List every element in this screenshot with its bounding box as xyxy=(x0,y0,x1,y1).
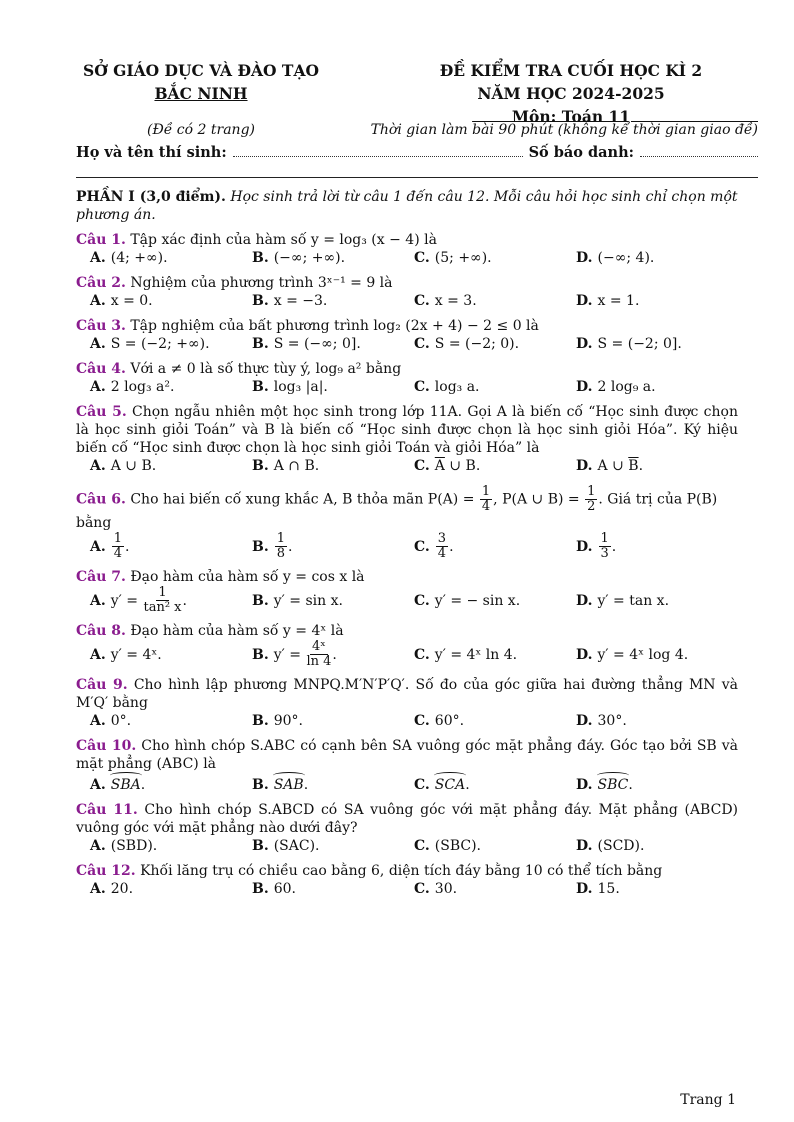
option-b[interactable]: B. S = (−∞; 0]. xyxy=(252,336,361,352)
time-note-prefix: Thời gian làm xyxy=(370,122,473,138)
option-c[interactable]: C. S = (−2; 0). xyxy=(414,336,520,352)
question-text: Khối lăng trụ có chiều cao bằng 6, diện tích đáy bằng 10 có thể tích bằng xyxy=(140,863,663,879)
part-1-heading xyxy=(76,188,738,224)
question-text: Nghiệm của phương trình 3ˣ⁻¹ = 9 là xyxy=(130,275,393,291)
question-text: Cho hình chóp S.ABC có cạnh bên SA vuông góc mặt phẳng đáy. Góc tạo bởi SB và mặt phẳng (ABC) là xyxy=(76,738,738,772)
option-c[interactable]: C. (SBC). xyxy=(414,838,482,854)
option-c[interactable]: C. 60°. xyxy=(414,713,465,729)
option-a[interactable]: A. $\frac{1}{4}$ . xyxy=(90,531,130,561)
question-label: Câu 5. xyxy=(76,404,127,420)
question-3 xyxy=(76,317,738,353)
time-note-duration: bài 90 phút (không kể thời gian giao đề) xyxy=(472,122,758,138)
question-text: Đạo hàm của hàm số y = 4ˣ là xyxy=(130,623,344,639)
question-7 xyxy=(76,568,738,615)
exam-title: ĐỀ KIỂM TRA CUỐI HỌC KÌ 2 xyxy=(439,61,703,80)
header-left xyxy=(60,59,342,105)
subject: Môn: Toán 11 xyxy=(511,107,631,126)
question-4 xyxy=(76,360,738,396)
question-label: Câu 8. xyxy=(76,623,126,639)
option-c[interactable]: C. SCA . xyxy=(414,777,470,793)
question-8 xyxy=(76,622,738,669)
question-1 xyxy=(76,231,738,267)
question-12 xyxy=(76,862,738,898)
question-text: Đạo hàm của hàm số y = cos x là xyxy=(130,569,365,585)
option-a[interactable]: A. 2 log₃ a². xyxy=(90,379,175,395)
option-c[interactable]: C. log₃ a. xyxy=(414,379,480,395)
province-name: BẮC NINH xyxy=(154,84,248,103)
option-b[interactable]: B. $\frac{1}{8}$ . xyxy=(252,531,293,561)
question-label: Câu 1. xyxy=(76,232,126,248)
question-label: Câu 2. xyxy=(76,275,126,291)
option-b[interactable]: B. log₃ |a|. xyxy=(252,379,328,395)
option-b[interactable]: B. 90°. xyxy=(252,713,303,729)
option-a[interactable]: A. y′ = 4ˣ. xyxy=(90,646,162,663)
option-d[interactable]: D. 15. xyxy=(576,881,620,897)
question-6: Câu 6. Cho hai biến cố xung khắc A, B thỏa mãn P(A) = $\frac{1}{4}$ , P(A ∪ B) = $\frac{1}{2}$ . Giá trị của P(B) bằng A. $\frac{1}{4}$ . B. $\frac{1}{8}$ . C. $\frac{3}{4}$ . D. $\frac{1}{3}$ . xyxy=(76,485,738,561)
page-number: Trang 1 xyxy=(680,1092,736,1108)
option-d[interactable]: D. (SCD). xyxy=(576,838,645,854)
option-d-text: A ∪ $\overline{B}$. xyxy=(597,458,644,474)
question-11 xyxy=(76,801,738,855)
option-d[interactable]: D. y′ = 4ˣ log 4. xyxy=(576,646,689,663)
question-text: Chọn ngẫu nhiên một học sinh trong lớp 11A. Gọi A là biến cố “Học sinh được chọn là học sinh giỏi Toán” và B là biến cố “Học sinh được chọn là học sinh giỏi Hóa”. Ký hiệu biến cố “Học sinh được chọn là học sinh giỏi Toán và giỏi Hóa” là xyxy=(76,404,738,456)
option-a[interactable]: A. (4; +∞). xyxy=(90,250,168,266)
header-right xyxy=(398,59,744,128)
option-b[interactable]: B. 60. xyxy=(252,881,296,897)
option-a[interactable]: A. x = 0. xyxy=(90,293,153,309)
option-a[interactable]: A. SBA . xyxy=(90,777,146,793)
question-5 xyxy=(76,403,738,475)
question-text: Với a ≠ 0 là số thực tùy ý, log₉ a² bằng xyxy=(130,361,402,377)
question-text: Tập nghiệm của bất phương trình log₂ (2x + 4) − 2 ≤ 0 là xyxy=(130,318,539,334)
option-b[interactable]: B. y′ = sin x. xyxy=(252,592,343,609)
option-a[interactable]: A. A ∪ B. xyxy=(90,458,157,474)
question-text: Tập xác định của hàm số y = log₃ (x − 4) là xyxy=(130,232,437,248)
candidate-number-label: Số báo danh: xyxy=(528,144,634,161)
option-b[interactable]: B. y′ = $\frac{\text{4ˣ}}{\ln 4}$ . xyxy=(252,639,337,669)
question-label: Câu 9. xyxy=(76,677,128,693)
option-c[interactable]: C. y′ = − sin x. xyxy=(414,592,521,609)
student-name-label: Họ và tên thí sinh: xyxy=(76,144,227,161)
option-d[interactable]: D. A ∪ $\overline{B}$. xyxy=(576,458,644,474)
option-c[interactable]: C. y′ = 4ˣ ln 4. xyxy=(414,646,518,663)
candidate-number-field[interactable] xyxy=(640,144,758,157)
student-info-line xyxy=(76,144,758,161)
school-year: NĂM HỌC 2024-2025 xyxy=(477,84,665,103)
option-a[interactable]: A. (SBD). xyxy=(90,838,158,854)
option-a[interactable]: A. 0°. xyxy=(90,713,132,729)
option-c[interactable]: C. (5; +∞). xyxy=(414,250,492,266)
option-d[interactable]: D. x = 1. xyxy=(576,293,640,309)
option-a[interactable]: A. y′ = $\frac{1}{\text{tan² x}}$ . xyxy=(90,585,187,615)
option-d[interactable]: D. SBC . xyxy=(576,777,633,793)
option-c[interactable]: C. $\frac{3}{4}$ . xyxy=(414,531,454,561)
header-divider xyxy=(76,177,758,178)
option-d[interactable]: D. y′ = tan x. xyxy=(576,592,670,609)
option-a[interactable]: A. 20. xyxy=(90,881,134,897)
option-b[interactable]: B. (SAC). xyxy=(252,838,320,854)
fraction: $\frac{1}{4}$ xyxy=(481,484,491,514)
option-b[interactable]: B. (−∞; +∞). xyxy=(252,250,346,266)
question-label: Câu 10. xyxy=(76,738,137,754)
option-d[interactable]: D. 30°. xyxy=(576,713,627,729)
student-name-field[interactable] xyxy=(233,144,523,157)
fraction: $\frac{1}{2}$ xyxy=(587,484,596,514)
question-10 xyxy=(76,737,738,794)
time-note xyxy=(371,122,758,138)
option-c[interactable]: C. $\overline{A}$ ∪ B. xyxy=(414,458,481,474)
option-d[interactable]: D. (−∞; 4). xyxy=(576,250,655,266)
question-text: Cho hình chóp S.ABCD có SA vuông góc với mặt phẳng đáy. Mặt phẳng (ABCD) vuông góc với mặt phẳng nào dưới đây? xyxy=(76,802,738,836)
exam-content xyxy=(76,188,738,898)
option-b[interactable]: B. SAB . xyxy=(252,777,309,793)
question-label: Câu 6. xyxy=(76,491,126,508)
question-2 xyxy=(76,274,738,310)
option-b[interactable]: B. A ∩ B. xyxy=(252,458,320,474)
question-text: Cho hình lập phương MNPQ.M′N′P′Q′. Số đo của góc giữa hai đường thẳng MN và M′Q′ bằng xyxy=(76,677,738,711)
option-c[interactable]: C. x = 3. xyxy=(414,293,477,309)
question-label: Câu 12. xyxy=(76,863,136,879)
question-label: Câu 3. xyxy=(76,318,126,334)
option-d[interactable]: D. 2 log₉ a. xyxy=(576,379,656,395)
option-c-text: $\overline{A}$ ∪ B. xyxy=(434,458,481,474)
part-1-title: PHẦN I (3,0 điểm). xyxy=(76,189,226,205)
option-a[interactable]: A. S = (−2; +∞). xyxy=(90,336,210,352)
question-9 xyxy=(76,676,738,730)
option-c[interactable]: C. 30. xyxy=(414,881,458,897)
option-d[interactable]: D. $\frac{1}{3}$ . xyxy=(576,531,617,561)
question-label: Câu 4. xyxy=(76,361,126,377)
pages-note: (Đề có 2 trang) xyxy=(146,122,255,138)
question-label: Câu 11. xyxy=(76,802,138,818)
department-name: SỞ GIÁO DỤC VÀ ĐÀO TẠO xyxy=(83,61,319,80)
part-1-instruction: Học sinh trả lời từ câu 1 đến câu 12. Mỗi câu hỏi học sinh chỉ chọn một phương án. xyxy=(76,189,738,223)
option-d[interactable]: D. S = (−2; 0]. xyxy=(576,336,682,352)
option-b[interactable]: B. x = −3. xyxy=(252,293,328,309)
question-label: Câu 7. xyxy=(76,569,126,585)
